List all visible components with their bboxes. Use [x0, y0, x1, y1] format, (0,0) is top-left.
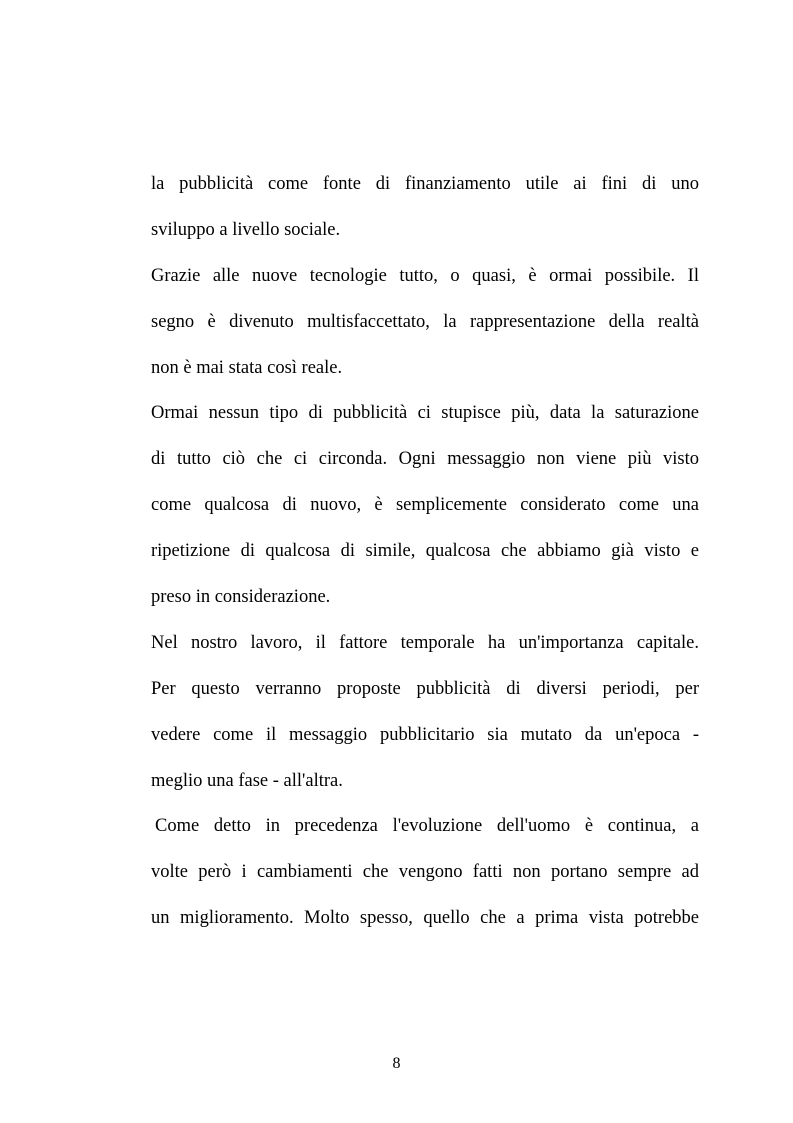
page-number: 8: [392, 1055, 401, 1072]
text-line: Come detto in precedenza l'evoluzione dell'uomo è continua, a: [155, 816, 699, 837]
text-line: come qualcosa di nuovo, è semplicemente considerato come una: [151, 495, 699, 516]
text-line: segno è divenuto multisfaccettato, la rappresentazione della realtà: [151, 311, 699, 332]
text-line: Grazie alle nuove tecnologie tutto, o quasi, è ormai possibile. Il: [151, 265, 699, 286]
text-line: meglio una fase - all'altra.: [151, 770, 343, 791]
text-line: Per questo verranno proposte pubblicità di diversi periodi, per: [151, 678, 699, 699]
text-line: preso in considerazione.: [151, 587, 331, 608]
text-line: la pubblicità come fonte di finanziamento utile ai fini di uno: [151, 174, 699, 194]
text-line: Nel nostro lavoro, il fattore temporale ha un'importanza capitale.: [151, 632, 699, 653]
text-line: volte però i cambiamenti che vengono fatti non portano sempre ad: [151, 862, 699, 883]
text-line: sviluppo a livello sociale.: [151, 219, 341, 240]
text-line: un miglioramento. Molto spesso, quello che a prima vista potrebbe: [151, 908, 699, 929]
text-line: vedere come il messaggio pubblicitario sia mutato da un'epoca -: [151, 724, 699, 745]
body-text: [151, 165, 699, 945]
text-line: Ormai nessun tipo di pubblicità ci stupisce più, data la saturazione: [151, 403, 699, 424]
text-line: di tutto ciò che ci circonda. Ogni messaggio non viene più visto: [151, 449, 699, 470]
text-line: ripetizione di qualcosa di simile, qualcosa che abbiamo già visto e: [151, 541, 699, 562]
text-line: non è mai stata così reale.: [151, 357, 343, 378]
